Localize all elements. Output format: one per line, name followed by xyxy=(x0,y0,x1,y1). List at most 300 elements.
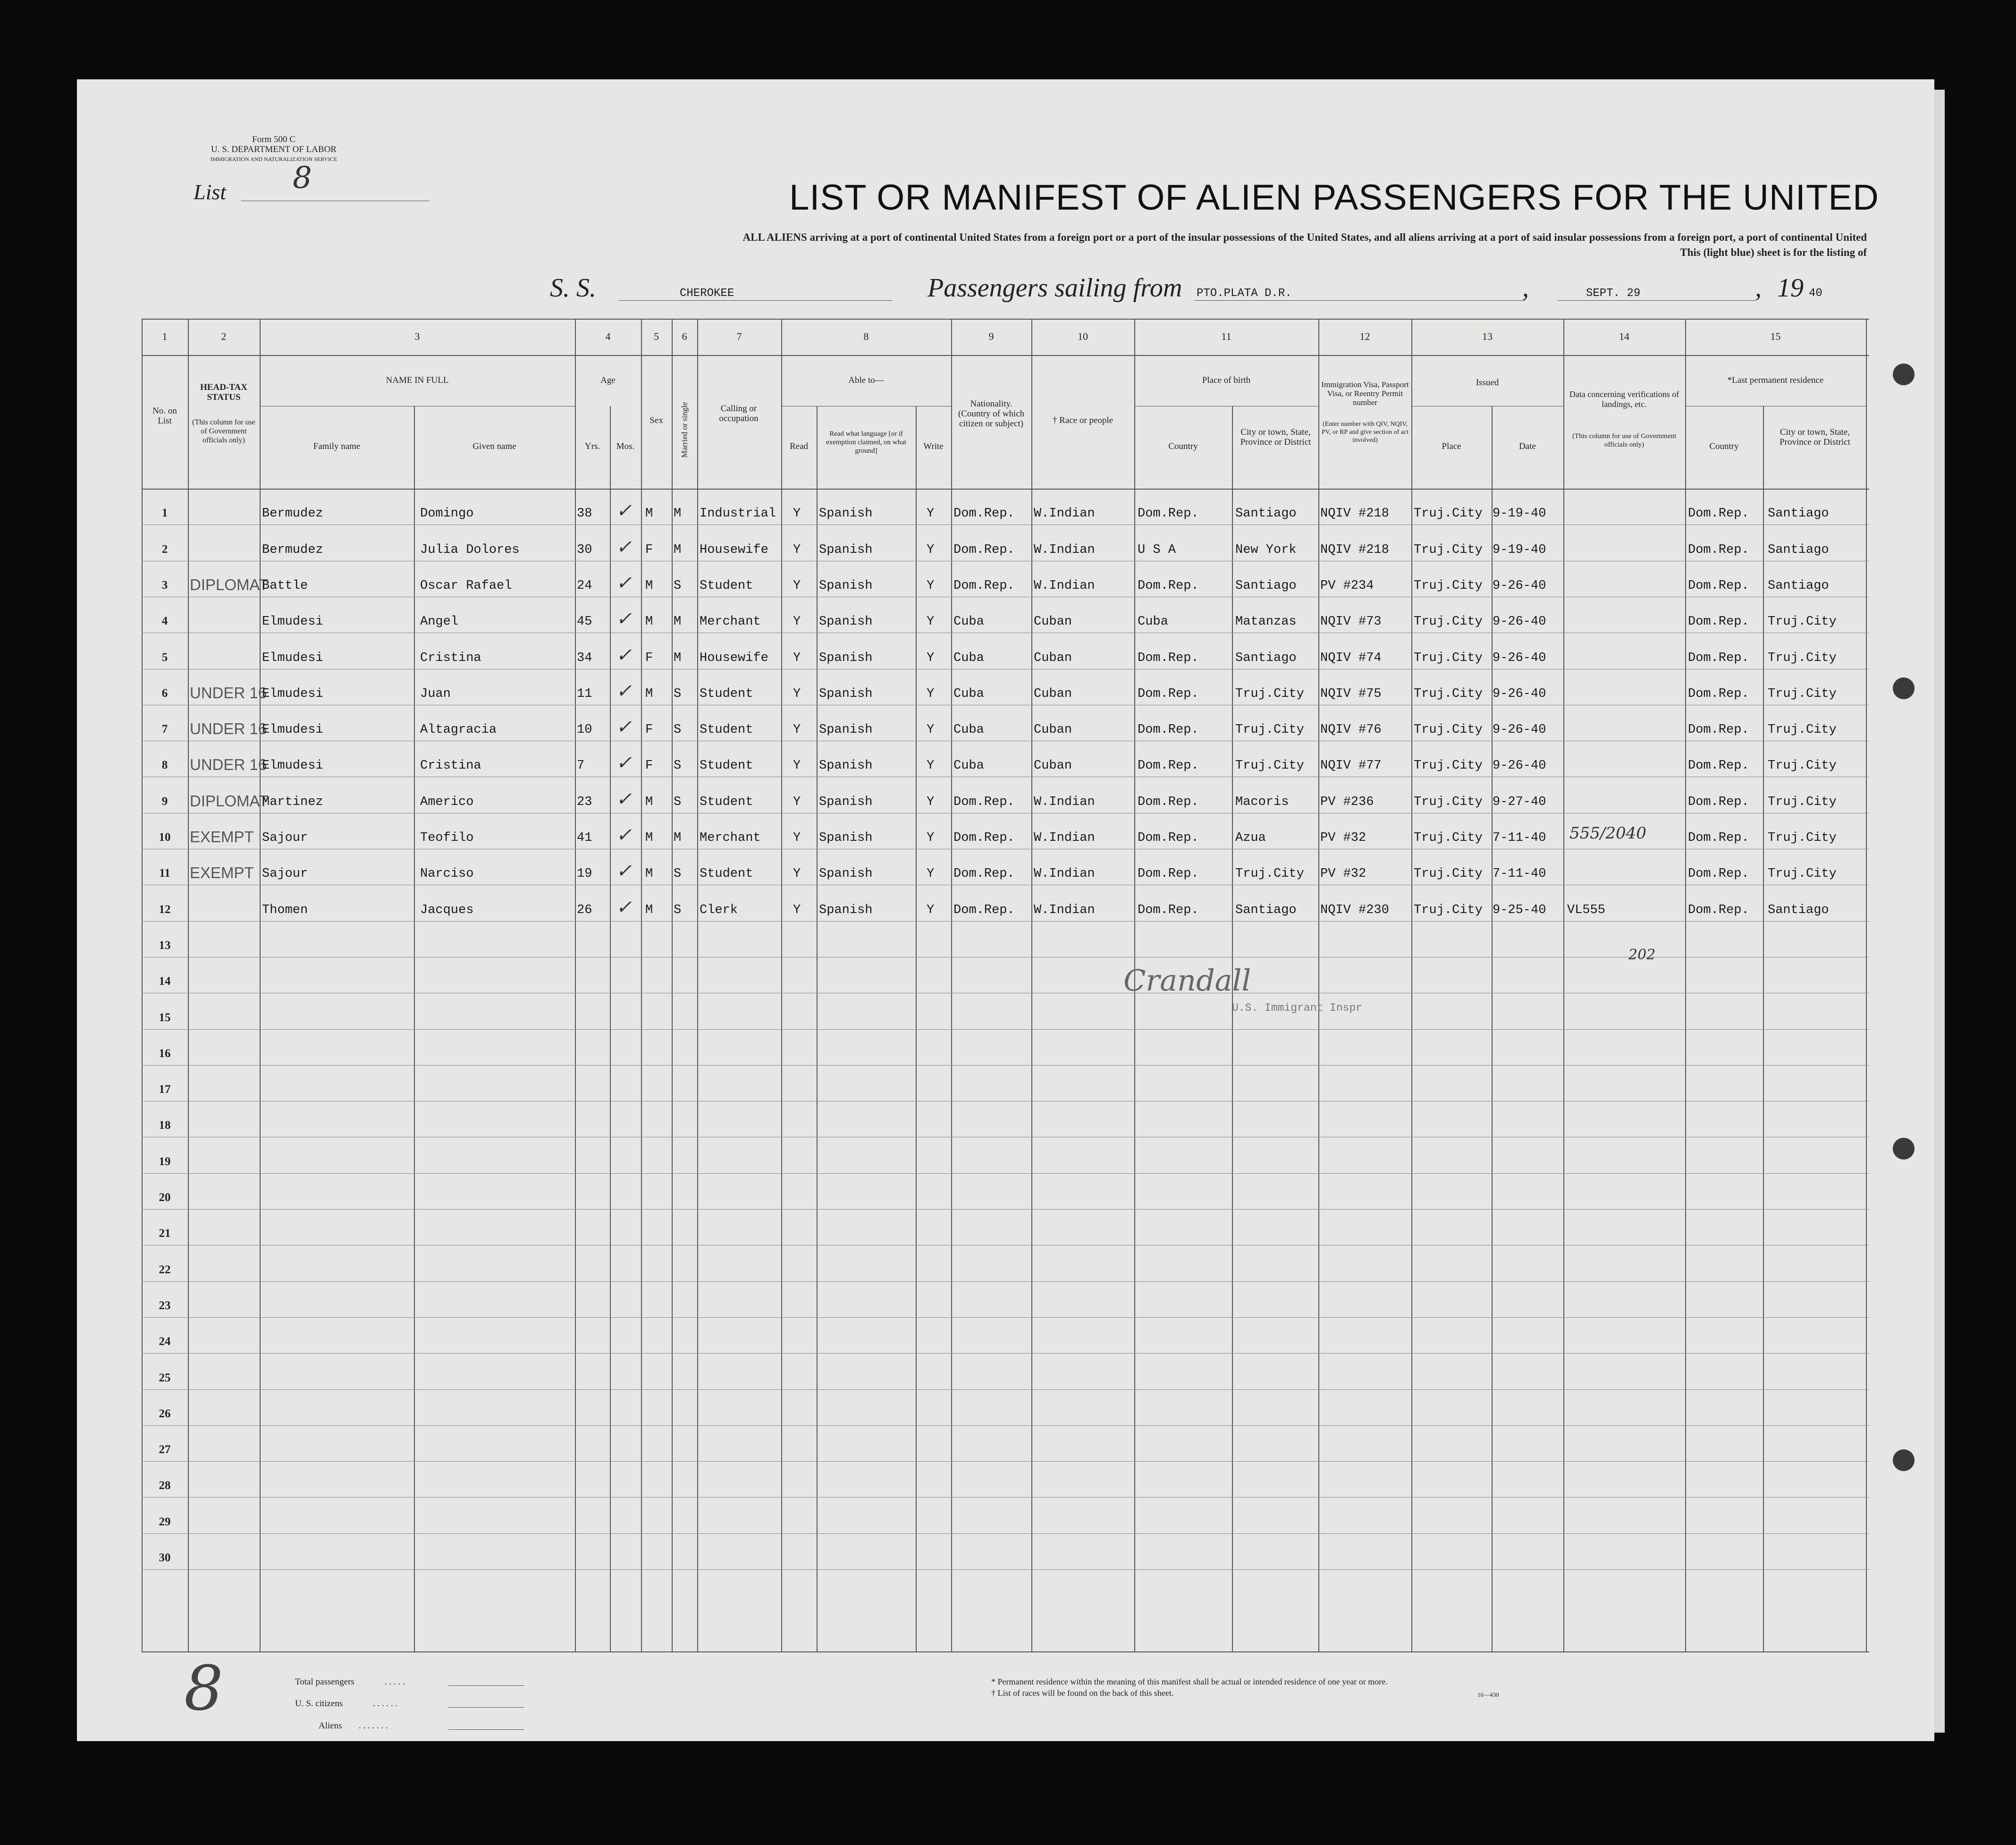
issued-date: 9-25-40 xyxy=(1493,903,1546,917)
verification-note: 555/2040 xyxy=(1569,824,1646,843)
row-number: 7 xyxy=(161,723,168,736)
col-rule xyxy=(414,406,415,1651)
read-language: Spanish xyxy=(819,615,873,629)
family-name: Elmudesi xyxy=(262,651,323,665)
hdr-visa-note: (Enter number with QIV, NQIV, PV, or RP and give section of act involved) xyxy=(1321,421,1409,444)
col-num: 12 xyxy=(1359,330,1370,342)
occupation: Merchant xyxy=(700,831,761,845)
row-number: 24 xyxy=(159,1335,171,1348)
marital-status: S xyxy=(674,867,682,881)
sailing-date: SEPT. 29 xyxy=(1586,287,1641,300)
residence-country: Dom.Rep. xyxy=(1688,867,1749,881)
birth-city: Truj.City xyxy=(1235,759,1304,773)
birth-country: Dom.Rep. xyxy=(1138,723,1199,737)
visa-number: NQIV #230 xyxy=(1320,903,1389,917)
age-years: 10 xyxy=(577,723,592,737)
occupation: Merchant xyxy=(700,615,761,629)
row-number: 21 xyxy=(159,1227,171,1240)
race: W.Indian xyxy=(1034,795,1095,809)
table-top-rule xyxy=(142,319,1869,320)
residence-country: Dom.Rep. xyxy=(1688,723,1749,737)
issued-place: Truj.City xyxy=(1414,831,1483,845)
issued-place: Truj.City xyxy=(1414,867,1483,881)
separator-comma: , xyxy=(1522,273,1529,303)
marital-status: S xyxy=(674,687,682,701)
hdr-age: Age xyxy=(600,375,616,385)
family-name: Bermudez xyxy=(262,507,323,521)
birth-country: Dom.Rep. xyxy=(1138,507,1199,521)
residence-city: Truj.City xyxy=(1768,723,1837,737)
residence-country: Dom.Rep. xyxy=(1688,615,1749,629)
issued-place: Truj.City xyxy=(1414,507,1483,521)
visa-number: NQIV #76 xyxy=(1320,723,1382,737)
col-num: 2 xyxy=(221,330,227,342)
family-name: Elmudesi xyxy=(262,723,323,737)
sex: F xyxy=(645,723,653,737)
sex: F xyxy=(645,543,653,557)
dot-leader: . . . . . xyxy=(385,1677,405,1687)
race: Cuban xyxy=(1034,759,1072,773)
colnum-rule xyxy=(142,355,1869,356)
row-number: 23 xyxy=(159,1299,171,1312)
check-mark: ✓ xyxy=(616,680,632,702)
hdr-language: Read what language [or if exemption claimed, on what ground] xyxy=(826,430,906,455)
occupation: Student xyxy=(700,579,753,593)
col-num: 15 xyxy=(1770,330,1781,342)
issued-date: 9-26-40 xyxy=(1493,759,1546,773)
head-tax-stamp: UNDER 16 xyxy=(190,684,267,702)
us-citizens-line xyxy=(448,1707,524,1708)
list-number: 8 xyxy=(293,161,312,195)
col-rule xyxy=(1411,319,1412,1651)
row-rule xyxy=(142,1281,1869,1282)
able-to-write: Y xyxy=(927,867,935,881)
punch-hole xyxy=(1893,1138,1915,1159)
hdr-verification: Data concerning verifications of landings, etc. xyxy=(1569,389,1679,409)
visa-number: NQIV #77 xyxy=(1320,759,1382,773)
verification-note: 202 xyxy=(1628,947,1656,963)
ss-label: S. S. xyxy=(550,273,596,303)
col-rule xyxy=(610,406,611,1651)
birth-city: Santiago xyxy=(1235,903,1297,917)
hdr-name-in-full: NAME IN FULL xyxy=(386,375,449,385)
issued-place: Truj.City xyxy=(1414,543,1483,557)
able-to-read: Y xyxy=(793,795,801,809)
row-rule xyxy=(142,1209,1869,1210)
birth-city: Macoris xyxy=(1235,795,1289,809)
punch-hole xyxy=(1893,364,1915,385)
nationality: Cuba xyxy=(953,651,984,665)
marital-status: S xyxy=(674,723,682,737)
birth-city: Truj.City xyxy=(1235,867,1304,881)
sex: M xyxy=(645,615,653,629)
race: W.Indian xyxy=(1034,867,1095,881)
occupation: Industrial xyxy=(700,507,776,521)
check-mark: ✓ xyxy=(616,716,632,738)
able-to-read: Y xyxy=(793,615,801,629)
total-passengers-label: Total passengers xyxy=(295,1677,354,1687)
hdr-write: Write xyxy=(923,441,944,451)
row-rule xyxy=(142,1389,1869,1390)
nationality: Cuba xyxy=(953,687,984,701)
hdr-head-tax-note: (This column for use of Government officials only) xyxy=(192,418,255,444)
given-name: Cristina xyxy=(420,759,481,773)
able-to-read: Y xyxy=(793,507,801,521)
issued-date: 9-26-40 xyxy=(1493,723,1546,737)
birth-country: Dom.Rep. xyxy=(1138,759,1199,773)
residence-city: Truj.City xyxy=(1768,759,1837,773)
occupation: Student xyxy=(700,687,753,701)
birth-city: Matanzas xyxy=(1235,615,1297,629)
row-rule xyxy=(142,1569,1869,1570)
list-label: List xyxy=(194,180,227,204)
able-to-write: Y xyxy=(927,903,935,917)
hdr-given-name: Given name xyxy=(472,441,516,451)
marital-status: S xyxy=(674,795,682,809)
row-rule xyxy=(142,1029,1869,1030)
head-tax-stamp: DIPLOMAT xyxy=(190,576,269,593)
row-number: 10 xyxy=(159,831,171,844)
check-mark: ✓ xyxy=(616,824,632,846)
col-rule xyxy=(260,319,261,1651)
col-num: 8 xyxy=(863,330,869,342)
able-to-read: Y xyxy=(793,723,801,737)
sex: M xyxy=(645,903,653,917)
issued-date: 7-11-40 xyxy=(1493,867,1546,881)
issued-date: 7-11-40 xyxy=(1493,831,1546,845)
race: W.Indian xyxy=(1034,579,1095,593)
col-rule xyxy=(916,406,917,1651)
able-to-read: Y xyxy=(793,759,801,773)
hdr-nationality: Nationality. (Country of which citizen or subject) xyxy=(958,399,1025,429)
visa-number: NQIV #218 xyxy=(1320,543,1389,557)
aliens-label: Aliens xyxy=(319,1721,342,1731)
head-tax-stamp: EXEMPT xyxy=(190,864,254,881)
able-to-write: Y xyxy=(927,651,935,665)
col-rule xyxy=(142,319,143,1651)
row-rule xyxy=(142,921,1869,922)
marital-status: S xyxy=(674,903,682,917)
check-mark: ✓ xyxy=(616,897,632,918)
able-to-read: Y xyxy=(793,687,801,701)
date-underline xyxy=(1558,300,1756,301)
able-to-write: Y xyxy=(927,543,935,557)
dot-leader: . . . . . . xyxy=(373,1699,398,1709)
occupation: Student xyxy=(700,759,753,773)
issued-place: Truj.City xyxy=(1414,687,1483,701)
given-name: Altagracia xyxy=(420,723,497,737)
ship-underline xyxy=(618,300,892,301)
row-number: 13 xyxy=(159,939,171,952)
hdr-visa: Immigration Visa, Passport Visa, or Reentry Permit number xyxy=(1321,380,1409,407)
nationality: Cuba xyxy=(953,723,984,737)
row-number: 17 xyxy=(159,1083,171,1096)
able-to-write: Y xyxy=(927,687,935,701)
form-code: 16—430 xyxy=(1477,1691,1499,1698)
hdr-calling: Calling or occupation xyxy=(719,404,759,423)
row-rule xyxy=(142,1533,1869,1534)
col-rule xyxy=(781,319,782,1651)
age-years: 19 xyxy=(577,867,592,881)
issued-place: Truj.City xyxy=(1414,903,1483,917)
race: Cuban xyxy=(1034,723,1072,737)
hdr-able-to: Able to— xyxy=(848,375,884,385)
residence-city: Truj.City xyxy=(1768,651,1837,665)
residence-country: Dom.Rep. xyxy=(1688,651,1749,665)
issued-date: 9-26-40 xyxy=(1493,687,1546,701)
family-name: Sajour xyxy=(262,867,308,881)
marital-status: M xyxy=(674,543,682,557)
head-tax-stamp: UNDER 16 xyxy=(190,756,267,773)
visa-number: NQIV #75 xyxy=(1320,687,1382,701)
row-rule xyxy=(142,1173,1869,1174)
hdr-no-on-list: No. on List xyxy=(152,406,177,426)
row-number: 6 xyxy=(161,687,168,700)
given-name: Oscar Rafael xyxy=(420,579,512,593)
birth-country: Dom.Rep. xyxy=(1138,795,1199,809)
read-language: Spanish xyxy=(819,543,873,557)
occupation: Housewife xyxy=(700,543,768,557)
row-rule xyxy=(142,1425,1869,1426)
hdr-family-name: Family name xyxy=(313,441,361,451)
able-to-write: Y xyxy=(927,507,935,521)
issued-date: 9-19-40 xyxy=(1493,507,1546,521)
row-number: 5 xyxy=(161,651,168,664)
family-name: Martinez xyxy=(262,795,323,809)
col-rule xyxy=(1685,319,1686,1651)
issued-place: Truj.City xyxy=(1414,651,1483,665)
family-name: Thomen xyxy=(262,903,308,917)
age-years: 41 xyxy=(577,831,592,845)
nationality: Cuba xyxy=(953,615,984,629)
occupation: Student xyxy=(700,795,753,809)
race: Cuban xyxy=(1034,615,1072,629)
birth-country: U S A xyxy=(1138,543,1176,557)
family-name: Sajour xyxy=(262,831,308,845)
inspector-stamp: U.S. Immigrant Inspr xyxy=(1232,1002,1363,1014)
col-num: 14 xyxy=(1619,330,1629,342)
given-name: Cristina xyxy=(420,651,481,665)
given-name: Julia Dolores xyxy=(420,543,520,557)
visa-number: PV #32 xyxy=(1320,831,1366,845)
row-rule xyxy=(142,1497,1869,1498)
read-language: Spanish xyxy=(819,795,873,809)
row-number: 22 xyxy=(159,1263,171,1276)
subtitle-line1: ALL ALIENS arriving at a port of continental United States from a foreign port or a port of the insular possessions of the United States, and all aliens arriving at a port of said insular possessions from a foreign port, a port of continental United xyxy=(742,231,1867,243)
birth-city: Santiago xyxy=(1235,651,1297,665)
check-mark: ✓ xyxy=(616,536,632,558)
read-language: Spanish xyxy=(819,651,873,665)
sex: M xyxy=(645,831,653,845)
row-number: 16 xyxy=(159,1047,171,1060)
hdr-yrs: Yrs. xyxy=(584,441,600,451)
residence-country: Dom.Rep. xyxy=(1688,543,1749,557)
race: W.Indian xyxy=(1034,831,1095,845)
able-to-write: Y xyxy=(927,759,935,773)
nationality: Dom.Rep. xyxy=(953,579,1015,593)
col-rule xyxy=(1232,406,1233,1651)
residence-city: Truj.City xyxy=(1768,687,1837,701)
hdr-sex: Sex xyxy=(650,415,663,425)
issued-place: Truj.City xyxy=(1414,723,1483,737)
row-number: 14 xyxy=(159,975,171,988)
hdr-place-of-birth: Place of birth xyxy=(1202,375,1251,385)
col-num: 4 xyxy=(605,330,611,342)
race-footnote: † List of races will be found on the back of this sheet. xyxy=(991,1688,1174,1698)
separator-comma: , xyxy=(1755,273,1762,303)
read-language: Spanish xyxy=(819,903,873,917)
birth-city: Santiago xyxy=(1235,579,1297,593)
residence-city: Santiago xyxy=(1768,543,1829,557)
col-rule xyxy=(1763,406,1764,1651)
marital-status: M xyxy=(674,507,682,521)
row-rule xyxy=(142,1353,1869,1354)
col-rule xyxy=(1866,319,1867,1651)
residence-country: Dom.Rep. xyxy=(1688,903,1749,917)
given-name: Domingo xyxy=(420,507,474,521)
row-rule xyxy=(142,1065,1869,1066)
occupation: Student xyxy=(700,723,753,737)
row-number: 12 xyxy=(159,903,171,916)
inspector-signature: Crandall xyxy=(1123,963,1251,998)
row-number: 15 xyxy=(159,1011,171,1024)
visa-number: NQIV #218 xyxy=(1320,507,1389,521)
form-number: Form 500 C xyxy=(252,135,295,144)
residence-country: Dom.Rep. xyxy=(1688,795,1749,809)
row-number: 18 xyxy=(159,1119,171,1132)
visa-number: PV #32 xyxy=(1320,867,1366,881)
birth-country: Dom.Rep. xyxy=(1138,903,1199,917)
able-to-read: Y xyxy=(793,543,801,557)
race: W.Indian xyxy=(1034,903,1095,917)
residence-city: Santiago xyxy=(1768,903,1829,917)
head-tax-stamp: DIPLOMAT xyxy=(190,792,269,810)
sailing-label: Passengers sailing from xyxy=(928,273,1182,303)
sailing-port: PTO.PLATA D.R. xyxy=(1197,287,1292,300)
table-bottom-rule xyxy=(142,1651,1869,1652)
row-number: 8 xyxy=(161,759,168,771)
residence-city: Truj.City xyxy=(1768,795,1837,809)
hdr-head-tax: HEAD-TAX STATUS xyxy=(200,382,247,402)
col-num: 13 xyxy=(1482,330,1493,342)
sex: M xyxy=(645,579,653,593)
able-to-read: Y xyxy=(793,651,801,665)
row-number: 28 xyxy=(159,1479,171,1492)
col-num: 1 xyxy=(162,330,168,342)
able-to-write: Y xyxy=(927,831,935,845)
hdr-issued: Issued xyxy=(1476,378,1499,388)
race: Cuban xyxy=(1034,687,1072,701)
able-to-read: Y xyxy=(793,903,801,917)
age-years: 26 xyxy=(577,903,592,917)
hdr-issued-date: Date xyxy=(1519,441,1536,451)
form-dept: U. S. DEPARTMENT OF LABOR xyxy=(211,144,337,154)
issued-place: Truj.City xyxy=(1414,579,1483,593)
birth-country: Dom.Rep. xyxy=(1138,687,1199,701)
sex: M xyxy=(645,687,653,701)
read-language: Spanish xyxy=(819,759,873,773)
hdr-res-country: Country xyxy=(1709,441,1739,451)
col-rule xyxy=(951,319,952,1651)
issued-place: Truj.City xyxy=(1414,795,1483,809)
year-prefix: 19 xyxy=(1777,273,1804,303)
nationality: Dom.Rep. xyxy=(953,903,1015,917)
hdr-birth-country: Country xyxy=(1168,441,1198,451)
residence-country: Dom.Rep. xyxy=(1688,759,1749,773)
issued-date: 9-26-40 xyxy=(1493,615,1546,629)
able-to-write: Y xyxy=(927,795,935,809)
row-number: 26 xyxy=(159,1407,171,1420)
given-name: Jacques xyxy=(420,903,474,917)
row-rule xyxy=(142,1317,1869,1318)
visa-number: PV #236 xyxy=(1320,795,1374,809)
residence-footnote: * Permanent residence within the meaning of this manifest shall be actual or intended residence of one year or more. xyxy=(991,1677,1388,1686)
birth-country: Cuba xyxy=(1138,615,1168,629)
nationality: Dom.Rep. xyxy=(953,867,1015,881)
check-mark: ✓ xyxy=(616,572,632,594)
family-name: Elmudesi xyxy=(262,687,323,701)
row-number: 4 xyxy=(161,615,168,627)
race: W.Indian xyxy=(1034,543,1095,557)
hdr-last-residence: *Last permanent residence xyxy=(1727,375,1824,385)
hdr-married: Married or single xyxy=(680,402,689,458)
margin-number: 8 xyxy=(184,1652,223,1724)
issued-date: 9-27-40 xyxy=(1493,795,1546,809)
head-tax-stamp: EXEMPT xyxy=(190,828,254,846)
age-years: 11 xyxy=(577,687,592,701)
hdr-issued-place: Place xyxy=(1442,441,1461,451)
col-rule xyxy=(641,319,642,1651)
nationality: Cuba xyxy=(953,759,984,773)
occupation: Clerk xyxy=(700,903,738,917)
family-name: Battle xyxy=(262,579,308,593)
col-num: 11 xyxy=(1221,330,1232,342)
row-number: 25 xyxy=(159,1371,171,1384)
sex: F xyxy=(645,651,653,665)
year: 40 xyxy=(1809,287,1822,300)
residence-city: Truj.City xyxy=(1768,867,1837,881)
verification: VL555 xyxy=(1567,903,1606,917)
read-language: Spanish xyxy=(819,831,873,845)
row-number: 27 xyxy=(159,1443,171,1456)
residence-city: Santiago xyxy=(1768,579,1829,593)
age-years: 34 xyxy=(577,651,592,665)
birth-country: Dom.Rep. xyxy=(1138,651,1199,665)
birth-city: New York xyxy=(1235,543,1297,557)
row-rule xyxy=(142,1461,1869,1462)
residence-country: Dom.Rep. xyxy=(1688,579,1749,593)
col-num: 3 xyxy=(414,330,420,342)
col-rule xyxy=(575,319,576,1651)
row-number: 30 xyxy=(159,1551,171,1564)
able-to-write: Y xyxy=(927,579,935,593)
birth-city: Santiago xyxy=(1235,507,1297,521)
header-bottom-rule xyxy=(142,489,1869,490)
nationality: Dom.Rep. xyxy=(953,507,1015,521)
issued-date: 9-26-40 xyxy=(1493,651,1546,665)
check-mark: ✓ xyxy=(616,860,632,882)
able-to-write: Y xyxy=(927,615,935,629)
read-language: Spanish xyxy=(819,579,873,593)
col-rule xyxy=(1563,319,1564,1651)
row-number: 9 xyxy=(161,795,168,808)
birth-country: Dom.Rep. xyxy=(1138,579,1199,593)
family-name: Elmudesi xyxy=(262,615,323,629)
given-name: Americo xyxy=(420,795,474,809)
birth-city: Truj.City xyxy=(1235,723,1304,737)
row-number: 19 xyxy=(159,1155,171,1168)
dot-leader: . . . . . . . xyxy=(359,1721,388,1731)
